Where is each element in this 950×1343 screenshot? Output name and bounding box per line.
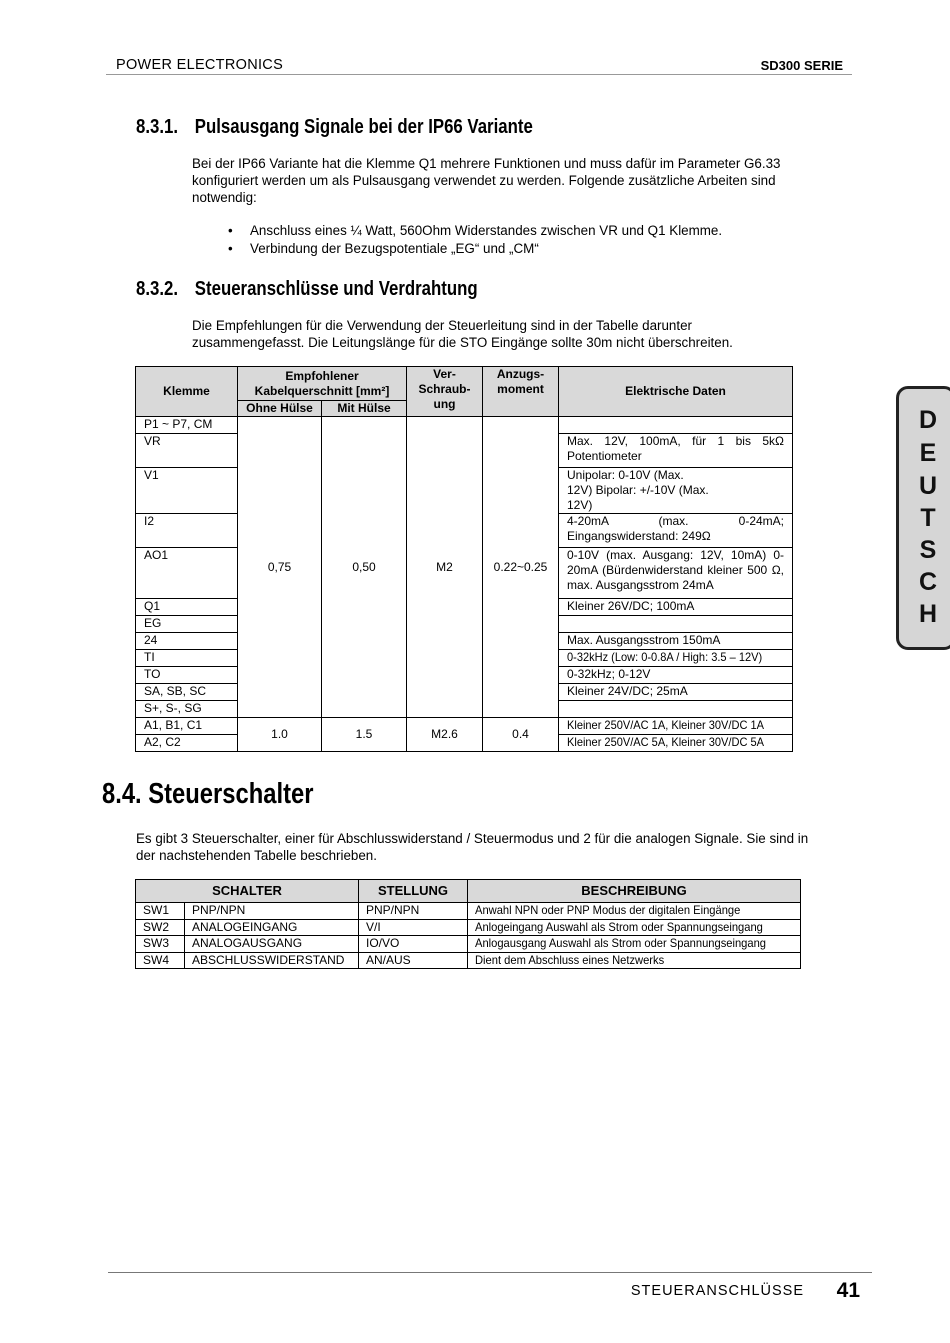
side-tab-letter: E xyxy=(919,439,937,467)
cell-klemme: P1 ~ P7, CM xyxy=(136,417,238,434)
switch-table xyxy=(135,879,801,969)
col-header-stellung: STELLUNG xyxy=(359,880,468,903)
header-company: POWER ELECTRONICS xyxy=(116,57,284,73)
bullet-item: • Anschluss eines ¼ Watt, 560Ohm Widerstandes zwischen VR und Q1 Klemme. xyxy=(228,222,722,240)
side-tab-letter: C xyxy=(918,568,938,596)
col-header-cable xyxy=(238,367,407,401)
cell-klemme: AO1 xyxy=(136,548,238,599)
header-series: SD300 SERIE xyxy=(760,58,843,73)
table-row xyxy=(136,903,801,920)
paragraph-8-3-1: Bei der IP66 Variante hat die Klemme Q1 mehrere Funktionen und muss dafür im Parameter G6.33 konfiguriert werden um als Pulsausgang verwendet zu werden. Folgende zusätzliche Arbeiten sind notwendig: xyxy=(192,156,781,205)
paragraph-8-4: Es gibt 3 Steuerschalter, einer für Abschlusswiderstand / Steuermodus und 2 für die analogen Signale. Sie sind in der nachstehenden Tabelle beschrieben. xyxy=(136,831,809,863)
page-number: 41 xyxy=(836,1279,860,1302)
side-tab-letter: S xyxy=(919,536,937,564)
heading-number: 8.4. xyxy=(102,778,142,810)
col-header-klemme: Klemme xyxy=(136,367,238,417)
heading-8-3-1 xyxy=(136,116,533,139)
side-tab-letter: T xyxy=(920,504,936,532)
cell-screw: M2 xyxy=(407,417,483,718)
cell-torque: 0.22~0.25 xyxy=(483,417,559,718)
cell-klemme: S+, S-, SG xyxy=(136,701,238,718)
cell-klemme: Q1 xyxy=(136,599,238,616)
heading-number: 8.3.1. xyxy=(136,116,179,138)
cell-switch-id: SW3 xyxy=(136,936,185,953)
cell-beschreibung xyxy=(468,919,801,936)
cell-ohne: 1.0 xyxy=(238,718,322,752)
cell-elec: Max. 12V, 100mA, für 1 bis 5kΩ Potentiometer xyxy=(559,434,793,468)
col-header-beschreibung: BESCHREIBUNG xyxy=(468,880,801,903)
cell-elec xyxy=(559,701,793,718)
heading-8-3-2 xyxy=(136,278,478,301)
cell-elec: Kleiner 26V/DC; 100mA xyxy=(559,599,793,616)
cell-elec-text: Kleiner 250V/AC 1A, Kleiner 30V/DC 1A xyxy=(567,718,764,732)
cell-beschreibung-text: Anlogeingang Auswahl als Strom oder Spannungseingang xyxy=(475,919,763,934)
side-tab-letter: U xyxy=(918,472,938,500)
cell-elec xyxy=(559,417,793,434)
cell-klemme: SA, SB, SC xyxy=(136,684,238,701)
heading-title: Steueranschlüsse und Verdrahtung xyxy=(194,278,478,300)
cell-stellung: V/I xyxy=(359,919,468,936)
cell-klemme: 24 xyxy=(136,633,238,650)
cell-klemme: VR xyxy=(136,434,238,468)
cell-klemme: TI xyxy=(136,650,238,667)
cell-elec: Max. Ausgangsstrom 150mA xyxy=(559,633,793,650)
cell-beschreibung xyxy=(468,936,801,953)
table-row xyxy=(136,952,801,969)
cell-klemme: A1, B1, C1 xyxy=(136,718,238,735)
bullet-list xyxy=(228,222,722,257)
heading-title: Pulsausgang Signale bei der IP66 Variante xyxy=(194,116,533,138)
cell-stellung: PNP/NPN xyxy=(359,903,468,920)
cell-elec: Kleiner 24V/DC; 25mA xyxy=(559,684,793,701)
paragraph-8-3-2: Die Empfehlungen für die Verwendung der Steuerleitung sind in der Tabelle darunter zusammengefasst. Die Leitungslänge für die STO Eingänge sollte 30m nicht überschreiten. xyxy=(192,318,733,350)
cell-elec xyxy=(559,718,793,735)
col-header-cable-line1: Empfohlener xyxy=(285,368,359,383)
col-header-torque: Anzugs-moment xyxy=(483,367,559,417)
heading-title: Steuerschalter xyxy=(148,778,314,810)
header-divider xyxy=(106,74,852,75)
cell-klemme: V1 xyxy=(136,468,238,514)
cell-switch-name: ABSCHLUSSWIDERSTAND xyxy=(185,952,359,969)
wiring-table xyxy=(135,366,793,752)
table-row xyxy=(136,936,801,953)
table-row xyxy=(136,919,801,936)
side-tab-letter: H xyxy=(918,600,938,628)
cell-beschreibung xyxy=(468,952,801,969)
cell-stellung: AN/AUS xyxy=(359,952,468,969)
cell-elec xyxy=(559,735,793,752)
cell-beschreibung-text: Anlogausgang Auswahl als Strom oder Spannungseingang xyxy=(475,936,766,950)
heading-8-4 xyxy=(102,778,314,811)
cell-beschreibung-text: Anwahl NPN oder PNP Modus der digitalen Eingänge xyxy=(475,903,741,917)
cell-ohne: 0,75 xyxy=(238,417,322,718)
cell-switch-id: SW4 xyxy=(136,952,185,969)
cell-elec: 0-10V (max. Ausgang: 12V, 10mA) 0-20mA (Bürdenwiderstand kleiner 500 Ω, max. Ausgangsstrom 24mA xyxy=(559,548,793,599)
cell-switch-id: SW1 xyxy=(136,903,185,920)
cell-stellung: IO/VO xyxy=(359,936,468,953)
cell-klemme: I2 xyxy=(136,514,238,548)
col-header-ohne: Ohne Hülse xyxy=(238,401,322,417)
cell-elec-text: Kleiner 250V/AC 5A, Kleiner 30V/DC 5A xyxy=(567,735,764,749)
cell-klemme: A2, C2 xyxy=(136,735,238,752)
side-tab-letter: D xyxy=(918,406,938,434)
cell-switch-name: ANALOGAUSGANG xyxy=(185,936,359,953)
footer-divider xyxy=(108,1272,872,1273)
cell-beschreibung-text: Dient dem Abschluss eines Netzwerks xyxy=(475,952,665,967)
cell-elec xyxy=(559,650,793,667)
cell-mit: 1.5 xyxy=(322,718,407,752)
col-header-screw: Ver-Schraub-ung xyxy=(407,367,483,417)
cell-mit: 0,50 xyxy=(322,417,407,718)
col-header-cable-line2: Kabelquerschnitt [mm²] xyxy=(254,383,390,398)
cell-beschreibung xyxy=(468,903,801,920)
col-header-schalter: SCHALTER xyxy=(136,880,359,903)
col-header-mit: Mit Hülse xyxy=(322,401,407,417)
cell-elec: 4-20mA (max. 0-24mA; Eingangswiderstand: 249Ω xyxy=(559,514,793,548)
bullet-item: • Verbindung der Bezugspotentiale „EG“ und „CM“ xyxy=(228,240,722,258)
cell-switch-name: PNP/NPN xyxy=(185,903,359,920)
cell-elec xyxy=(559,616,793,633)
cell-klemme: TO xyxy=(136,667,238,684)
cell-elec-text: 0-32kHz (Low: 0-0.8A / High: 3.5 – 12V) xyxy=(567,650,763,664)
cell-switch-id: SW2 xyxy=(136,919,185,936)
cell-torque: 0.4 xyxy=(483,718,559,752)
cell-elec: Unipolar: 0-10V (Max. 12V) Bipolar: +/-10V (Max. 12V) xyxy=(559,468,793,514)
cell-switch-name: ANALOGEINGANG xyxy=(185,919,359,936)
footer-chapter: STEUERANSCHLÜSSE xyxy=(630,1283,804,1299)
cell-screw: M2.6 xyxy=(407,718,483,752)
cell-elec: 0-32kHz; 0-12V xyxy=(559,667,793,684)
cell-klemme: EG xyxy=(136,616,238,633)
heading-number: 8.3.2. xyxy=(136,278,179,300)
col-header-elec: Elektrische Daten xyxy=(559,367,793,417)
